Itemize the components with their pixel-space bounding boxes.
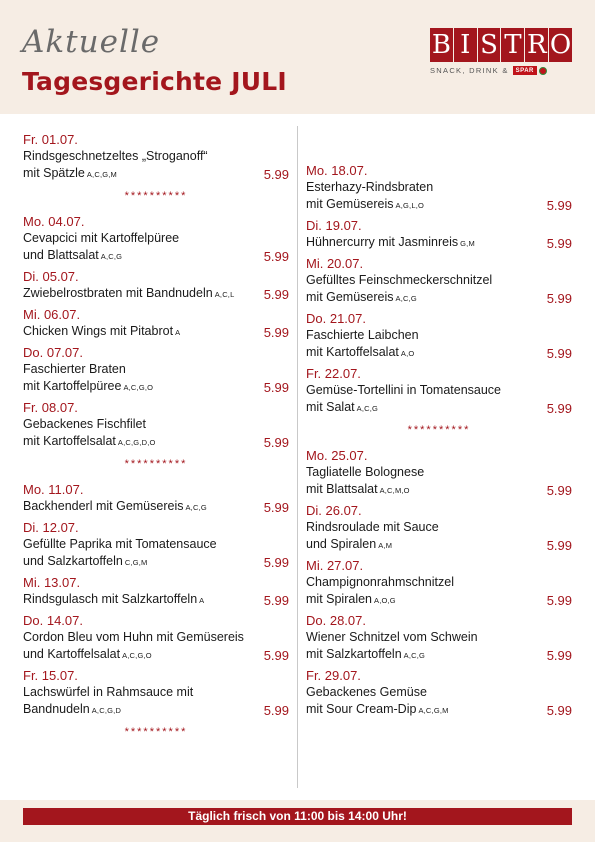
dish-name: Lachswürfel in Rahmsauce mit Bandnudeln	[23, 685, 194, 716]
menu-item-body	[306, 464, 572, 499]
dish-description	[23, 416, 156, 451]
menu-date: Mo. 25.07.	[306, 448, 368, 463]
column-divider	[297, 126, 298, 788]
menu-price: 5.99	[263, 648, 289, 663]
dish-description	[23, 591, 204, 609]
allergen-codes: A	[199, 596, 205, 605]
menu-item-body	[306, 629, 572, 664]
dish-description	[23, 148, 208, 183]
allergen-codes: A,C,G	[395, 294, 417, 303]
menu-date: Fr. 22.07.	[306, 366, 361, 381]
menu-price: 5.99	[263, 435, 289, 450]
dish-name: Gebackenes Fischfilet mit Kartoffelsalat	[23, 417, 146, 448]
menu-item	[306, 667, 572, 719]
menu-item-body	[23, 148, 289, 183]
dish-name: Cevapcici mit Kartoffelpüree und Blattsalat	[23, 231, 180, 262]
menu-item	[23, 213, 289, 265]
menu-item	[306, 162, 572, 214]
menu-item-body	[23, 285, 289, 303]
logo-letter: R	[526, 30, 547, 60]
separator-stars: **********	[407, 424, 471, 436]
opening-hours-banner: Täglich frisch von 11:00 bis 14:00 Uhr!	[23, 808, 572, 825]
dish-name: Gemüse-Tortellini in Tomatensauce mit Salat	[306, 383, 502, 414]
menu-item	[23, 306, 289, 341]
dish-name: Gefüllte Paprika mit Tomatensauce und Salzkartoffeln	[23, 537, 217, 568]
dish-description	[23, 498, 207, 516]
menu-date: Di. 19.07.	[306, 218, 362, 233]
menu-item-body	[306, 574, 572, 609]
menu-price: 5.99	[263, 703, 289, 718]
dish-description	[23, 361, 153, 396]
allergen-codes: A,C,M,O	[379, 486, 410, 495]
logo-tagline: SNACK, DRINK &	[430, 66, 509, 75]
menu-date: Fr. 29.07.	[306, 668, 361, 683]
dish-name: Faschierter Braten mit Kartoffelpüree	[23, 362, 126, 393]
menu-price: 5.99	[263, 249, 289, 264]
menu-price: 5.99	[263, 167, 289, 182]
menu-date: Fr. 08.07.	[23, 400, 78, 415]
menu-price: 5.99	[546, 346, 572, 361]
spar-badge: SPAR	[513, 66, 537, 75]
menu-item	[306, 612, 572, 664]
menu-item	[23, 344, 289, 396]
menu-date: Do. 14.07.	[23, 613, 83, 628]
menu-item	[306, 365, 572, 417]
dish-description	[306, 272, 492, 307]
menu-date: Di. 26.07.	[306, 503, 362, 518]
dish-description	[306, 234, 475, 252]
menu-item	[23, 399, 289, 451]
menu-price: 5.99	[546, 593, 572, 608]
script-title: Aktuelle	[22, 24, 161, 60]
dish-name: Rindsgeschnetzeltes „Stroganoff“ mit Spätzle	[23, 149, 208, 180]
dish-description	[23, 684, 193, 719]
menu-price: 5.99	[263, 500, 289, 515]
dish-description	[23, 536, 217, 571]
dish-name: Backhenderl mit Gemüsereis	[23, 499, 184, 513]
menu-item	[23, 481, 289, 516]
menu-price: 5.99	[546, 538, 572, 553]
dish-description	[23, 323, 180, 341]
logo-letter: I	[454, 28, 477, 62]
dish-description	[306, 464, 424, 499]
menu-item-body	[306, 234, 572, 252]
menu-date: Fr. 01.07.	[23, 132, 78, 147]
dish-name: Faschierte Laibchen mit Kartoffelsalat	[306, 328, 419, 359]
dish-description	[306, 179, 433, 214]
menu-price: 5.99	[546, 401, 572, 416]
menu-item-body	[23, 498, 289, 516]
allergen-codes: A,C,G,O	[123, 383, 154, 392]
dish-name: Champignonrahmschnitzel mit Spiralen	[306, 575, 454, 606]
menu-item-body	[306, 382, 572, 417]
bistro-logo	[430, 28, 572, 78]
allergen-codes: A,O,G	[374, 596, 396, 605]
dish-name: Tagliatelle Bolognese mit Blattsalat	[306, 465, 425, 496]
menu-item-body	[306, 519, 572, 554]
dish-name: Hühnercurry mit Jasminreis	[306, 235, 459, 249]
menu-date: Mo. 18.07.	[306, 163, 368, 178]
dish-name: Zwiebelrostbraten mit Bandnudeln	[23, 286, 213, 300]
allergen-codes: A,C,G	[185, 503, 207, 512]
dish-description	[306, 519, 439, 554]
dish-description	[306, 684, 449, 719]
menu-date: Fr. 15.07.	[23, 668, 78, 683]
allergen-codes: C,G,M	[124, 558, 148, 567]
menu-price: 5.99	[546, 291, 572, 306]
dish-description	[306, 629, 478, 664]
dish-name: Cordon Bleu vom Huhn mit Gemüsereis und Kartoffelsalat	[23, 630, 244, 661]
dish-description	[23, 230, 179, 265]
menu-item-body	[306, 272, 572, 307]
menu-date: Mo. 04.07.	[23, 214, 85, 229]
dish-name: Rindsgulasch mit Salzkartoffeln	[23, 592, 198, 606]
menu-price: 5.99	[546, 648, 572, 663]
menu-item-body	[23, 323, 289, 341]
menu-item-body	[23, 361, 289, 396]
menu-price: 5.99	[546, 483, 572, 498]
logo-letter: S	[478, 28, 501, 62]
dish-description	[23, 629, 244, 664]
allergen-codes: A,C,G	[356, 404, 379, 413]
dish-name: Gebackenes Gemüse mit Sour Cream-Dip	[306, 685, 427, 716]
dish-name: Chicken Wings mit Pitabrot	[23, 324, 174, 338]
menu-item	[23, 667, 289, 719]
separator-stars: **********	[124, 726, 188, 738]
menu-item-body	[306, 327, 572, 362]
menu-item	[23, 574, 289, 609]
menu-price: 5.99	[263, 555, 289, 570]
dish-description	[306, 574, 454, 609]
menu-item	[306, 217, 572, 252]
allergen-codes: G,M	[460, 239, 475, 248]
menu-price: 5.99	[263, 287, 289, 302]
spar-tree-icon	[539, 67, 547, 75]
menu-date: Mo. 11.07.	[23, 482, 84, 497]
dish-name: Gefülltes Feinschmeckerschnitzel mit Gemüsereis	[306, 273, 493, 304]
menu-item	[23, 131, 289, 183]
allergen-codes: A	[175, 328, 181, 337]
menu-item	[306, 255, 572, 307]
menu-date: Do. 21.07.	[306, 311, 366, 326]
menu-date: Mi. 13.07.	[23, 575, 81, 590]
page-title: Tagesgerichte JULI	[22, 67, 287, 96]
allergen-codes: A,G,L,O	[395, 201, 425, 210]
separator-stars: **********	[124, 190, 188, 202]
menu-column-right	[306, 162, 572, 722]
separator-stars: **********	[124, 458, 188, 470]
logo-subtitle	[430, 66, 572, 75]
menu-date: Mi. 20.07.	[306, 256, 364, 271]
menu-item-body	[23, 629, 289, 664]
allergen-codes: A,C,G,O	[122, 651, 152, 660]
dish-name: Wiener Schnitzel vom Schwein mit Salzkartoffeln	[306, 630, 478, 661]
menu-item-body	[23, 536, 289, 571]
menu-item-body	[23, 416, 289, 451]
allergen-codes: A,C,G,M	[86, 170, 117, 179]
menu-date: Di. 12.07.	[23, 520, 79, 535]
menu-date: Do. 28.07.	[306, 613, 366, 628]
menu-item	[23, 612, 289, 664]
dish-description	[306, 382, 501, 417]
menu-price: 5.99	[263, 325, 289, 340]
menu-date: Mi. 06.07.	[23, 307, 81, 322]
menu-date: Di. 05.07.	[23, 269, 79, 284]
menu-item-body	[23, 591, 289, 609]
logo-letter: O	[549, 30, 572, 60]
logo-letters	[430, 28, 572, 62]
menu-item-body	[306, 179, 572, 214]
logo-letter: T	[501, 28, 524, 62]
menu-item-body	[23, 230, 289, 265]
allergen-codes: A,M	[378, 541, 393, 550]
allergen-codes: A,C,G,M	[418, 706, 449, 715]
menu-price: 5.99	[263, 593, 289, 608]
menu-item	[306, 310, 572, 362]
menu-price: 5.99	[546, 236, 572, 251]
allergen-codes: A,C,G,D,O	[117, 438, 156, 447]
menu-item	[23, 268, 289, 303]
menu-item	[306, 557, 572, 609]
header-band	[0, 0, 595, 114]
dish-description	[306, 327, 419, 362]
dish-name: Esterhazy-Rindsbraten mit Gemüsereis	[306, 180, 434, 211]
menu-price: 5.99	[546, 703, 572, 718]
allergen-codes: A,C,L	[214, 290, 235, 299]
menu-item	[306, 502, 572, 554]
menu-price: 5.99	[546, 198, 572, 213]
menu-date: Mi. 27.07.	[306, 558, 364, 573]
dish-name: Rindsroulade mit Sauce und Spiralen	[306, 520, 439, 551]
menu-date: Do. 07.07.	[23, 345, 83, 360]
menu-item-body	[23, 684, 289, 719]
allergen-codes: A,C,G	[100, 252, 123, 261]
dish-description	[23, 285, 234, 303]
menu-price: 5.99	[263, 380, 289, 395]
logo-letter: B	[431, 30, 451, 60]
menu-column-left	[23, 131, 289, 749]
allergen-codes: A,C,G,D	[91, 706, 122, 715]
menu-item-body	[306, 684, 572, 719]
menu-item	[306, 447, 572, 499]
allergen-codes: A,O	[400, 349, 415, 358]
menu-item	[23, 519, 289, 571]
allergen-codes: A,C,G	[403, 651, 426, 660]
